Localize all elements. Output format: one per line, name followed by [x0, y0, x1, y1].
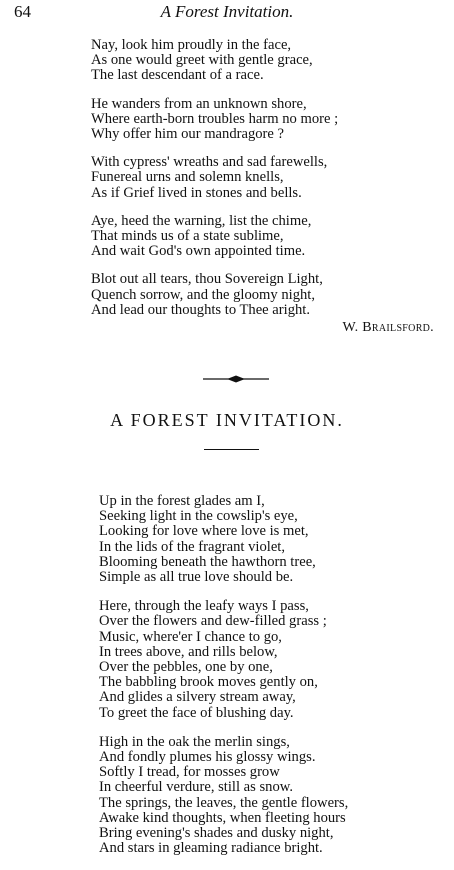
poem-line: And glides a silvery stream away,	[99, 689, 296, 706]
stanza	[0, 214, 454, 260]
poem-line: And stars in gleaming radiance bright.	[99, 840, 323, 857]
poem-line: Looking for love where love is met,	[99, 523, 309, 540]
poem-line: Over the pebbles, one by one,	[99, 659, 273, 676]
poem-line: High in the oak the merlin sings,	[99, 733, 290, 750]
poem-line: Blooming beneath the hawthorn tree,	[99, 553, 316, 570]
running-title: A Forest Invitation.	[160, 2, 294, 21]
ornament-divider-icon	[203, 373, 269, 385]
poem-line: Where earth-born troubles harm no more ;	[91, 110, 339, 127]
title-rule	[204, 449, 259, 450]
poem-line: Quench sorrow, and the gloomy night,	[91, 286, 316, 303]
page-header	[14, 2, 440, 26]
preceding-poem	[0, 38, 454, 318]
poem-line: And lead our thoughts to Thee aright.	[91, 301, 310, 318]
poem-line: Nay, look him proudly in the face,	[91, 37, 292, 53]
poem-line: As if Grief lived in stones and bells.	[91, 184, 302, 201]
poem-line: The last descendant of a race.	[91, 67, 264, 84]
stanza	[0, 494, 454, 585]
poem-line: In cheerful verdure, still as snow.	[99, 779, 293, 796]
stanza	[0, 735, 454, 857]
poem-line: Why offer him our mandragore ?	[91, 126, 285, 143]
poem-line: To greet the face of blushing day.	[99, 704, 294, 721]
poem-line: Aye, heed the warning, list the chime,	[91, 212, 312, 229]
stanza	[0, 97, 454, 143]
poem-line: In trees above, and rills below,	[99, 643, 278, 660]
poem-line: That minds us of a state sublime,	[91, 228, 284, 245]
poem-line: And wait God's own appointed time.	[91, 243, 306, 260]
poem-line: Blot out all tears, thou Sovereign Light,	[91, 271, 323, 288]
poem-line: As one would greet with gentle grace,	[91, 52, 313, 69]
poem-line: And fondly plumes his glossy wings.	[99, 749, 316, 766]
poem-line: The babbling brook moves gently on,	[99, 674, 318, 691]
poem-line: In the lids of the fragrant violet,	[99, 538, 286, 555]
author-signature: W. Brailsford.	[342, 320, 434, 335]
poem-line: Simple as all true love should be.	[99, 569, 294, 586]
poem-line: Here, through the leafy ways I pass,	[99, 598, 309, 615]
forest-invitation-poem	[0, 494, 454, 870]
poem-line: With cypress' wreaths and sad farewells,	[91, 154, 328, 171]
poem-line: Up in the forest glades am I,	[99, 493, 265, 509]
stanza	[0, 272, 454, 318]
poem-line: Awake kind thoughts, when fleeting hours	[99, 809, 346, 826]
stanza	[0, 38, 454, 84]
poem-line: Bring evening's shades and dusky night,	[99, 825, 334, 842]
poem-line: Over the flowers and dew-filled grass ;	[99, 613, 327, 630]
poem-line: Funereal urns and solemn knells,	[91, 169, 284, 186]
poem-line: Softly I tread, for mosses grow	[99, 764, 280, 781]
stanza	[0, 599, 454, 721]
page-number: 64	[14, 2, 31, 21]
poem-title: A FOREST INVITATION.	[110, 410, 344, 430]
poem-line: The springs, the leaves, the gentle flowers,	[99, 794, 349, 811]
poem-line: Music, where'er I chance to go,	[99, 628, 282, 645]
stanza	[0, 155, 454, 201]
poem-line: Seeking light in the cowslip's eye,	[99, 508, 298, 525]
poem-line: He wanders from an unknown shore,	[91, 95, 307, 112]
